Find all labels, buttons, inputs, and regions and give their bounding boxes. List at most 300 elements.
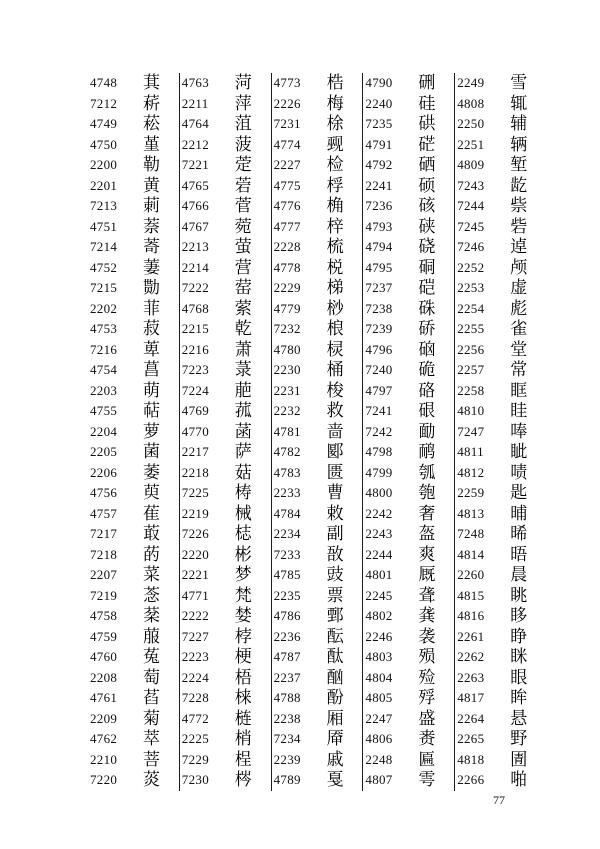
code-number: 4801 — [365, 567, 393, 583]
table-row — [272, 176, 363, 197]
table-row — [88, 340, 179, 361]
chinese-character: 聋 — [418, 585, 436, 605]
chinese-character: 眺 — [510, 585, 528, 605]
chinese-character: 晡 — [510, 503, 528, 523]
code-number: 4812 — [457, 464, 485, 480]
table-row — [88, 217, 179, 238]
chinese-character: 菊 — [143, 708, 160, 728]
code-number: 4809 — [457, 157, 485, 173]
code-number: 7212 — [90, 95, 118, 111]
code-number: 2249 — [457, 75, 485, 91]
chinese-character: 菜 — [143, 565, 160, 585]
code-number: 4752 — [90, 259, 118, 275]
code-number: 4774 — [273, 136, 301, 152]
code-number: 2243 — [365, 526, 393, 542]
table-row — [272, 688, 363, 709]
table-row — [88, 422, 179, 443]
table-row — [272, 565, 363, 586]
chinese-character: 悬 — [510, 708, 528, 728]
table-row — [272, 504, 363, 525]
chinese-character: 萦 — [234, 298, 252, 318]
code-number: 2239 — [273, 751, 301, 767]
table-row — [88, 73, 179, 94]
table-row — [272, 278, 363, 299]
chinese-character: 菉 — [234, 360, 252, 380]
table-row — [88, 647, 179, 668]
chinese-character: 菽 — [143, 319, 160, 339]
table-row — [272, 73, 363, 94]
code-number: 2228 — [273, 239, 301, 255]
chinese-character: 菘 — [143, 114, 160, 134]
chinese-character: 莿 — [143, 196, 160, 216]
table-row — [363, 319, 454, 340]
table-row — [363, 114, 454, 135]
table-row — [455, 545, 546, 566]
code-number: 2251 — [457, 136, 485, 152]
code-number: 4790 — [365, 75, 393, 91]
chinese-character: 殓 — [418, 667, 436, 687]
table-row — [88, 135, 179, 156]
chinese-character: 梏 — [326, 73, 344, 93]
chinese-character: 晤 — [510, 544, 528, 564]
table-row — [455, 442, 546, 463]
table-row — [180, 217, 271, 238]
table-row — [272, 750, 363, 771]
chinese-character: 硒 — [418, 155, 436, 175]
code-number: 4786 — [273, 608, 301, 624]
chinese-character: 梾 — [234, 688, 252, 708]
chinese-character: 䓨 — [234, 278, 252, 298]
chinese-character: 酞 — [326, 647, 344, 667]
chinese-character: 萄 — [143, 667, 160, 687]
chinese-character: 雪 — [510, 73, 528, 93]
code-number: 4783 — [273, 464, 301, 480]
chinese-character: 啪 — [510, 770, 528, 790]
code-number: 2206 — [90, 464, 118, 480]
code-number: 4787 — [273, 649, 301, 665]
code-number: 4781 — [273, 423, 301, 439]
code-number: 7223 — [181, 362, 209, 378]
code-number: 7243 — [457, 177, 485, 193]
table-column — [272, 73, 364, 791]
code-number: 2216 — [181, 341, 209, 357]
chinese-character: 硅 — [418, 93, 436, 113]
code-number: 4811 — [457, 444, 484, 460]
table-row — [363, 258, 454, 279]
chinese-character: 梗 — [234, 647, 252, 667]
table-row — [272, 668, 363, 689]
table-row — [455, 586, 546, 607]
code-number: 4785 — [273, 567, 301, 583]
chinese-character: 敔 — [326, 544, 344, 564]
code-number: 2205 — [90, 444, 118, 460]
chinese-character: 菇 — [234, 462, 252, 482]
chinese-character: 萉 — [234, 380, 252, 400]
chinese-character: 营 — [234, 257, 252, 277]
code-number: 2210 — [90, 751, 118, 767]
code-number: 2245 — [365, 587, 393, 603]
chinese-character: 匾 — [418, 749, 436, 769]
chinese-character: 砦 — [510, 216, 528, 236]
code-number: 2207 — [90, 567, 118, 583]
table-row — [363, 217, 454, 238]
table-row — [455, 750, 546, 771]
code-number: 4760 — [90, 649, 118, 665]
code-number: 7248 — [457, 526, 485, 542]
table-row — [180, 627, 271, 648]
chinese-character: 萨 — [234, 442, 252, 462]
code-number: 7241 — [365, 403, 393, 419]
table-row — [88, 319, 179, 340]
chinese-character: 殍 — [418, 688, 436, 708]
code-number: 7229 — [181, 751, 209, 767]
table-row — [363, 647, 454, 668]
chinese-character: 常 — [510, 360, 528, 380]
code-number: 7236 — [365, 198, 393, 214]
table-row — [180, 258, 271, 279]
chinese-character: 奢 — [418, 503, 436, 523]
chinese-character: 眦 — [510, 442, 528, 462]
chinese-character: 械 — [234, 503, 252, 523]
code-number: 4817 — [457, 690, 485, 706]
chinese-character: 硗 — [418, 237, 436, 257]
table-row — [455, 135, 546, 156]
table-row — [180, 586, 271, 607]
chinese-character: 龚 — [418, 606, 436, 626]
chinese-character: 曹 — [326, 483, 344, 503]
chinese-character: 鸸 — [418, 442, 436, 462]
code-number: 2221 — [181, 567, 209, 583]
code-number: 4814 — [457, 546, 485, 562]
code-number: 4756 — [90, 485, 118, 501]
table-row — [180, 442, 271, 463]
table-row — [363, 750, 454, 771]
table-row — [455, 196, 546, 217]
chinese-character: 萧 — [234, 339, 252, 359]
code-number: 2225 — [181, 731, 209, 747]
chinese-character: 眵 — [510, 606, 528, 626]
table-row — [88, 278, 179, 299]
code-number: 2217 — [181, 444, 209, 460]
table-row — [363, 545, 454, 566]
chinese-character: 辄 — [510, 93, 528, 113]
table-row — [180, 668, 271, 689]
code-number: 2235 — [273, 587, 301, 603]
table-row — [272, 237, 363, 258]
table-row — [363, 463, 454, 484]
code-number: 4749 — [90, 116, 118, 132]
chinese-character: 菰 — [234, 401, 252, 421]
chinese-character: 硙 — [418, 278, 436, 298]
chinese-character: 匏 — [418, 483, 436, 503]
table-row — [363, 196, 454, 217]
chinese-character: 圊 — [510, 749, 528, 769]
table-row — [180, 176, 271, 197]
code-number: 2260 — [457, 567, 485, 583]
code-number: 2266 — [457, 772, 485, 788]
chinese-character: 殒 — [418, 647, 436, 667]
code-number: 7232 — [273, 321, 301, 337]
code-number: 2262 — [457, 649, 485, 665]
table-row — [363, 401, 454, 422]
code-number: 4765 — [181, 177, 209, 193]
chinese-character: 啬 — [326, 421, 344, 441]
code-number: 2240 — [365, 95, 393, 111]
chinese-character: 桲 — [234, 626, 252, 646]
chinese-character: 萋 — [143, 257, 160, 277]
code-number: 2265 — [457, 731, 485, 747]
chinese-character: 萌 — [143, 380, 160, 400]
code-number: 7214 — [90, 239, 118, 255]
table-row — [363, 709, 454, 730]
table-row — [88, 196, 179, 217]
code-number: 4751 — [90, 218, 118, 234]
table-row — [455, 73, 546, 94]
table-row — [363, 340, 454, 361]
chinese-character: 萣 — [234, 155, 252, 175]
code-number: 4816 — [457, 608, 485, 624]
code-number: 4758 — [90, 608, 118, 624]
table-row — [180, 114, 271, 135]
table-row — [180, 524, 271, 545]
table-row — [455, 422, 546, 443]
code-number: 4782 — [273, 444, 301, 460]
character-code-table — [88, 73, 546, 791]
code-number: 2234 — [273, 526, 301, 542]
chinese-character: 戚 — [326, 749, 344, 769]
chinese-character: 匙 — [510, 483, 528, 503]
chinese-character: 唪 — [510, 421, 528, 441]
code-number: 2238 — [273, 710, 301, 726]
code-number: 4768 — [181, 300, 209, 316]
chinese-character: 虚 — [510, 278, 528, 298]
code-number: 4773 — [273, 75, 301, 91]
table-row — [272, 463, 363, 484]
chinese-character: 觋 — [326, 134, 344, 154]
code-number: 4806 — [365, 731, 393, 747]
code-number: 4780 — [273, 341, 301, 357]
table-row — [363, 381, 454, 402]
chinese-character: 黄 — [143, 175, 160, 195]
table-row — [455, 278, 546, 299]
code-number: 2224 — [181, 669, 209, 685]
chinese-character: 敕 — [326, 503, 344, 523]
code-number: 2257 — [457, 362, 485, 378]
table-row — [180, 545, 271, 566]
chinese-character: 瓠 — [418, 462, 436, 482]
chinese-character: 菲 — [143, 298, 160, 318]
table-row — [363, 176, 454, 197]
table-row — [272, 217, 363, 238]
table-row — [272, 729, 363, 750]
table-row — [180, 360, 271, 381]
chinese-character: 棻 — [143, 606, 160, 626]
code-number: 4800 — [365, 485, 393, 501]
code-number: 7245 — [457, 218, 485, 234]
chinese-character: 晨 — [510, 565, 528, 585]
code-number: 4766 — [181, 198, 209, 214]
code-number: 2254 — [457, 300, 485, 316]
code-number: 2248 — [365, 751, 393, 767]
table-row — [88, 504, 179, 525]
code-number: 2231 — [273, 382, 301, 398]
table-row — [88, 94, 179, 115]
table-row — [455, 688, 546, 709]
code-number: 7219 — [90, 587, 118, 603]
chinese-character: 桯 — [234, 749, 252, 769]
table-row — [363, 565, 454, 586]
code-number: 7234 — [273, 731, 301, 747]
chinese-character: 硌 — [418, 380, 436, 400]
code-number: 2263 — [457, 669, 485, 685]
code-number: 2211 — [181, 95, 209, 111]
table-row — [363, 442, 454, 463]
chinese-character: 菂 — [143, 544, 160, 564]
chinese-character: 硍 — [418, 401, 436, 421]
table-row — [180, 196, 271, 217]
code-number: 2208 — [90, 669, 118, 685]
table-row — [272, 647, 363, 668]
chinese-character: 眸 — [510, 688, 528, 708]
table-row — [88, 627, 179, 648]
code-number: 7213 — [90, 198, 118, 214]
chinese-character: 梼 — [234, 483, 252, 503]
chinese-character: 颅 — [510, 257, 528, 277]
chinese-character: 晞 — [510, 524, 528, 544]
chinese-character: 棁 — [326, 257, 344, 277]
code-number: 7224 — [181, 382, 209, 398]
table-row — [272, 709, 363, 730]
chinese-character: 硐 — [418, 257, 436, 277]
chinese-character: 梯 — [326, 278, 344, 298]
chinese-character: 酝 — [326, 626, 344, 646]
table-row — [88, 401, 179, 422]
code-number: 4771 — [181, 587, 209, 603]
code-number: 4802 — [365, 608, 393, 624]
chinese-character: 梢 — [234, 729, 252, 749]
table-row — [180, 401, 271, 422]
table-row — [180, 565, 271, 586]
code-number: 4753 — [90, 321, 118, 337]
code-number: 7235 — [365, 116, 393, 132]
chinese-character: 勔 — [418, 421, 436, 441]
chinese-character: 酚 — [326, 688, 344, 708]
chinese-character: 勒 — [143, 155, 160, 175]
table-row — [272, 606, 363, 627]
table-row — [455, 94, 546, 115]
code-number: 4770 — [181, 423, 209, 439]
table-row — [88, 176, 179, 197]
table-column — [88, 73, 180, 791]
code-number: 4750 — [90, 136, 118, 152]
table-row — [180, 647, 271, 668]
table-row — [455, 524, 546, 545]
code-number: 7226 — [181, 526, 209, 542]
table-row — [180, 770, 271, 791]
table-row — [180, 709, 271, 730]
chinese-character: 萁 — [143, 73, 160, 93]
table-row — [272, 627, 363, 648]
table-row — [180, 135, 271, 156]
chinese-character: 戛 — [326, 770, 344, 790]
table-row — [455, 483, 546, 504]
code-number: 4795 — [365, 259, 393, 275]
code-number: 4798 — [365, 444, 393, 460]
chinese-character: 堑 — [510, 155, 528, 175]
table-row — [455, 565, 546, 586]
table-row — [180, 155, 271, 176]
code-number: 4761 — [90, 690, 118, 706]
code-number: 4778 — [273, 259, 301, 275]
code-number: 7228 — [181, 690, 209, 706]
chinese-character: 萍 — [234, 93, 252, 113]
table-row — [272, 135, 363, 156]
chinese-character: 硃 — [418, 298, 436, 318]
chinese-character: 厢 — [326, 708, 344, 728]
table-row — [88, 483, 179, 504]
code-number: 7238 — [365, 300, 393, 316]
table-row — [363, 729, 454, 750]
code-number: 2219 — [181, 505, 209, 521]
chinese-character: 雩 — [418, 770, 436, 790]
code-number: 4799 — [365, 464, 393, 480]
table-row — [88, 750, 179, 771]
chinese-character: 龁 — [510, 175, 528, 195]
chinese-character: 萤 — [234, 237, 252, 257]
chinese-character: 萑 — [143, 503, 160, 523]
code-number: 4767 — [181, 218, 209, 234]
code-number: 2261 — [457, 628, 485, 644]
chinese-character: 䓫 — [143, 237, 160, 257]
chinese-character: 逴 — [510, 237, 528, 257]
table-row — [455, 381, 546, 402]
table-row — [363, 688, 454, 709]
chinese-character: 睁 — [510, 626, 528, 646]
table-row — [180, 237, 271, 258]
table-row — [363, 504, 454, 525]
chinese-character: 盔 — [418, 524, 436, 544]
chinese-character: 鄄 — [326, 606, 344, 626]
code-number: 2247 — [365, 710, 393, 726]
table-row — [88, 381, 179, 402]
code-number: 2246 — [365, 628, 393, 644]
code-number: 7237 — [365, 280, 393, 296]
chinese-character: 梓 — [326, 216, 344, 236]
chinese-character: 桶 — [326, 360, 344, 380]
table-row — [180, 688, 271, 709]
code-number: 4794 — [365, 239, 393, 255]
code-number: 4764 — [181, 116, 209, 132]
table-row — [455, 319, 546, 340]
code-number: 4759 — [90, 628, 118, 644]
code-number: 4813 — [457, 505, 485, 521]
chinese-character: 硭 — [418, 134, 436, 154]
code-number: 7215 — [90, 280, 118, 296]
chinese-character: 菏 — [234, 73, 252, 93]
code-number: 2209 — [90, 710, 118, 726]
chinese-character: 桫 — [326, 298, 344, 318]
chinese-character: 梌 — [326, 114, 344, 134]
table-row — [88, 770, 179, 791]
code-number: 7218 — [90, 546, 118, 562]
chinese-character: 爽 — [418, 544, 436, 564]
code-number: 7239 — [365, 321, 393, 337]
chinese-character: 眯 — [510, 647, 528, 667]
code-number: 4757 — [90, 505, 118, 521]
table-row — [363, 94, 454, 115]
table-row — [88, 729, 179, 750]
chinese-character: 乾 — [234, 319, 252, 339]
